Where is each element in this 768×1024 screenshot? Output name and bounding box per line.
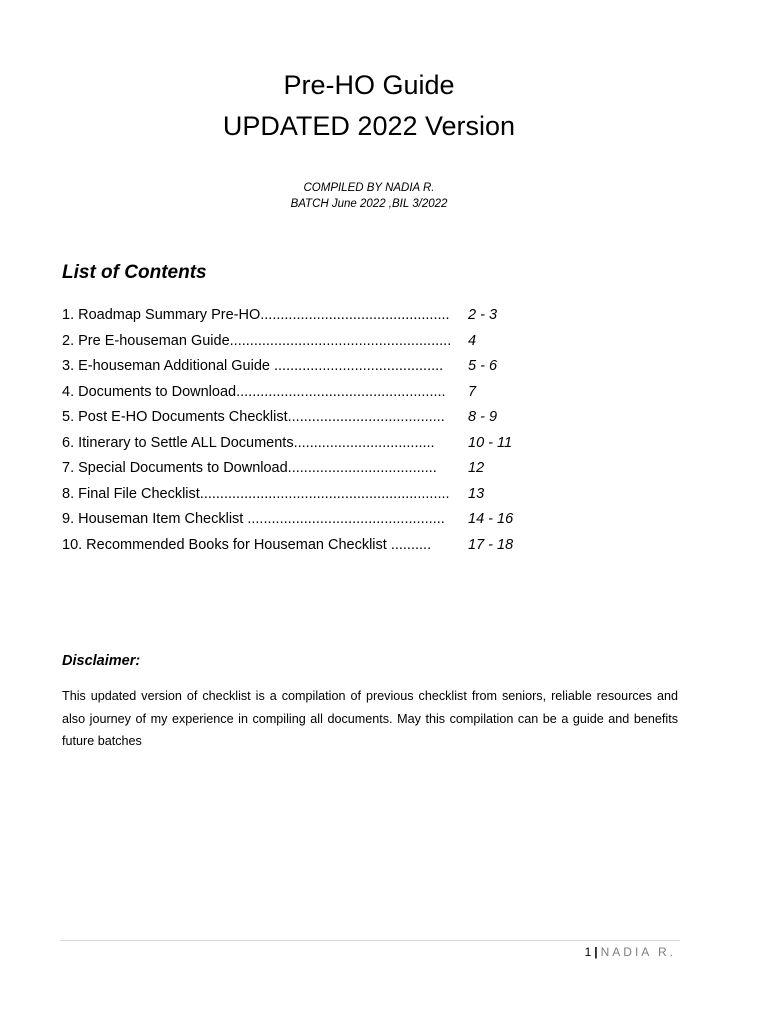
toc-item [62, 303, 542, 329]
compiled-by: COMPILED BY NADIA R. [303, 182, 435, 194]
toc-entry: 4. Documents to Download.................................................... [62, 383, 446, 400]
page-footer [585, 943, 676, 961]
toc-page-range: 10 - 11 [468, 434, 513, 451]
toc-page-range: 17 - 18 [468, 536, 514, 553]
toc-page-range: 14 - 16 [468, 511, 514, 527]
page-number: 1 [584, 945, 592, 959]
toc-entry: 2. Pre E-houseman Guide....................................................... [62, 332, 452, 349]
toc-page-range: 8 - 9 [468, 409, 498, 425]
toc-item [62, 507, 542, 533]
toc-item [62, 533, 542, 559]
toc-entry: 10. Recommended Books for Houseman Checklist .......... [62, 536, 432, 553]
document-subtitle: UPDATED 2022 Version [222, 111, 516, 141]
toc-page-range: 4 [468, 332, 477, 349]
footer-author: NADIA R. [600, 945, 676, 959]
batch-info: BATCH June 2022 ,BIL 3/2022 [290, 198, 448, 210]
footer-divider [60, 940, 680, 941]
toc-item [62, 456, 542, 482]
disclaimer-heading: Disclaimer: [62, 653, 141, 669]
toc-page-range: 5 - 6 [468, 358, 498, 374]
toc-entry: 5. Post E-HO Documents Checklist....................................... [62, 409, 445, 425]
toc-item [62, 431, 542, 457]
toc-entry: 9. Houseman Item Checklist ................................................. [62, 511, 445, 527]
table-of-contents [62, 303, 542, 558]
toc-entry: 7. Special Documents to Download..................................... [62, 460, 437, 476]
footer-separator: | [594, 945, 598, 959]
toc-item [62, 329, 542, 355]
toc-item [62, 354, 542, 380]
toc-entry: 8. Final File Checklist.............................................................. [62, 485, 450, 502]
toc-entry: 6. Itinerary to Settle ALL Documents................................... [62, 434, 435, 451]
toc-page-range: 13 [468, 485, 485, 502]
disclaimer-text: This updated version of checklist is a compilation of previous checklist from seniors, reliable resources and also journey of my experience in compiling all documents. May this compilation can be a guide and benefits future batches [62, 689, 678, 748]
toc-entry: 3. E-houseman Additional Guide .......................................... [62, 358, 444, 374]
document-title: Pre-HO Guide [283, 70, 455, 100]
toc-item [62, 405, 542, 431]
toc-page-range: 2 - 3 [468, 307, 498, 323]
toc-item [62, 380, 542, 406]
toc-heading: List of Contents [62, 262, 207, 283]
toc-entry: 1. Roadmap Summary Pre-HO............................................... [62, 307, 450, 323]
toc-page-range: 7 [468, 383, 477, 400]
toc-page-range: 12 [468, 460, 485, 476]
toc-item [62, 482, 542, 508]
